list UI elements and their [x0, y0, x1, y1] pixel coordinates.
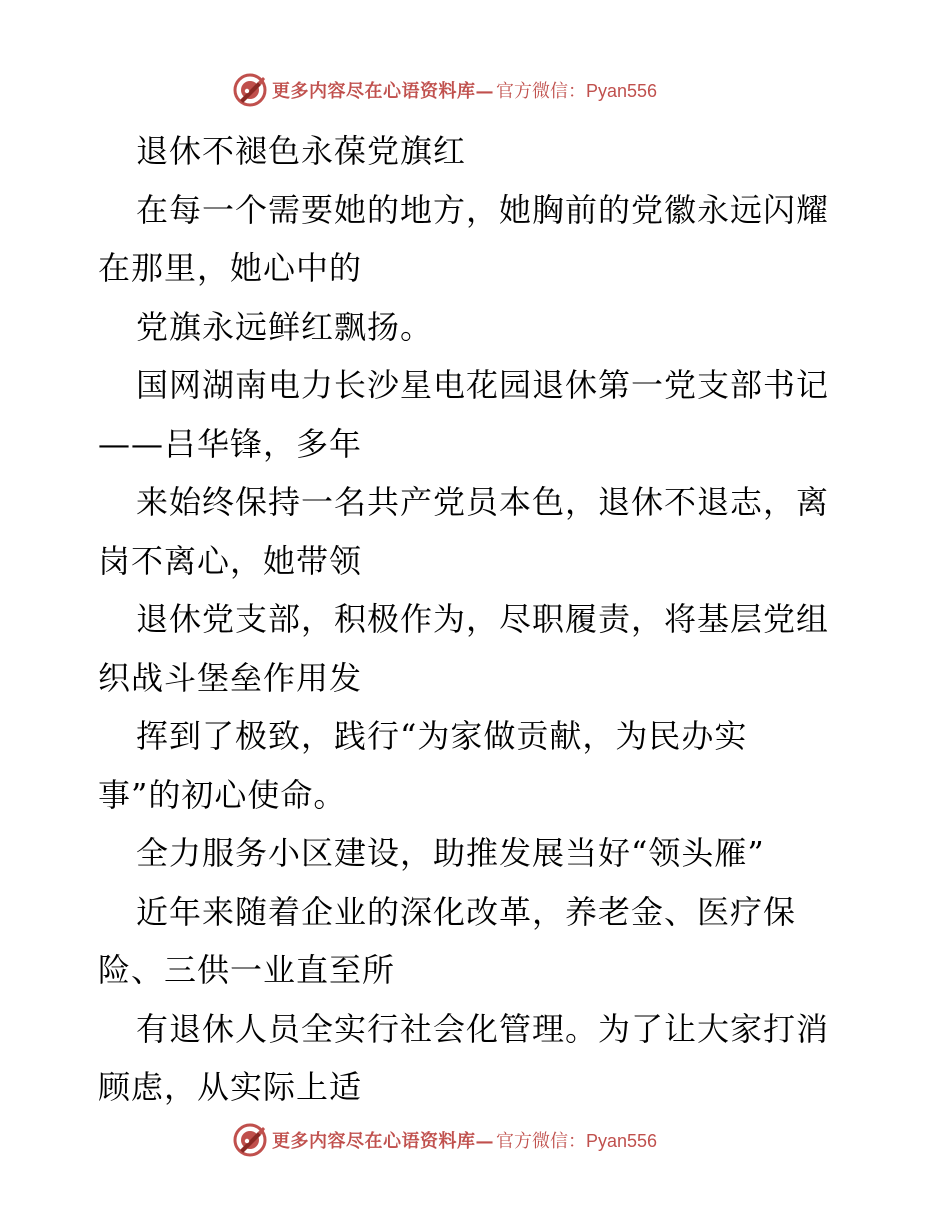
pen-logo-icon [232, 72, 268, 108]
text-line: 顾虑，从实际上适 [98, 1068, 363, 1106]
text-line: 近年来随着企业的深化改革，养老金、医疗保 [136, 892, 797, 931]
text-line: 险、三供一业直至所 [98, 951, 396, 989]
text-line: 党旗永远鲜红飘扬。 [136, 307, 434, 346]
text-line: 全力服务小区建设，助推发展当好“领头雁” [136, 834, 765, 872]
header-site-text: 更多内容尽在心语资料库— [272, 81, 494, 102]
text-line: 在那里，她心中的 [98, 249, 363, 287]
header-wechat-text: 官方微信：Pyan556 [496, 81, 658, 101]
text-line: ——吕华锋，多年 [98, 424, 363, 463]
pen-logo-icon [232, 1122, 268, 1158]
text-line: 来始终保持一名共产党员本色，退休不退志，离 [136, 483, 830, 521]
footer-wechat-text: 官方微信：Pyan556 [496, 1131, 658, 1151]
text-line: 退休党支部，积极作为，尽职履责，将基层党组 [136, 600, 830, 638]
text-line: 在每一个需要她的地方，她胸前的党徽永远闪耀 [136, 190, 830, 229]
header-banner [232, 72, 732, 108]
footer-site-text: 更多内容尽在心语资料库— [272, 1131, 494, 1152]
text-line: 事”的初心使命。 [98, 775, 347, 814]
text-line: 国网湖南电力长沙星电花园退休第一党支部书记 [136, 366, 830, 404]
text-line: 退休不褪色永葆党旗红 [136, 132, 467, 170]
text-line: 织战斗堡垒作用发 [98, 658, 363, 697]
text-line: 有退休人员全实行社会化管理。为了让大家打消 [136, 1009, 830, 1048]
footer-banner [232, 1122, 732, 1158]
text-line: 挥到了极致，践行“为家做贡献，为民办实 [136, 717, 748, 755]
text-line: 岗不离心，她带领 [98, 541, 363, 580]
document-body [98, 122, 858, 1117]
